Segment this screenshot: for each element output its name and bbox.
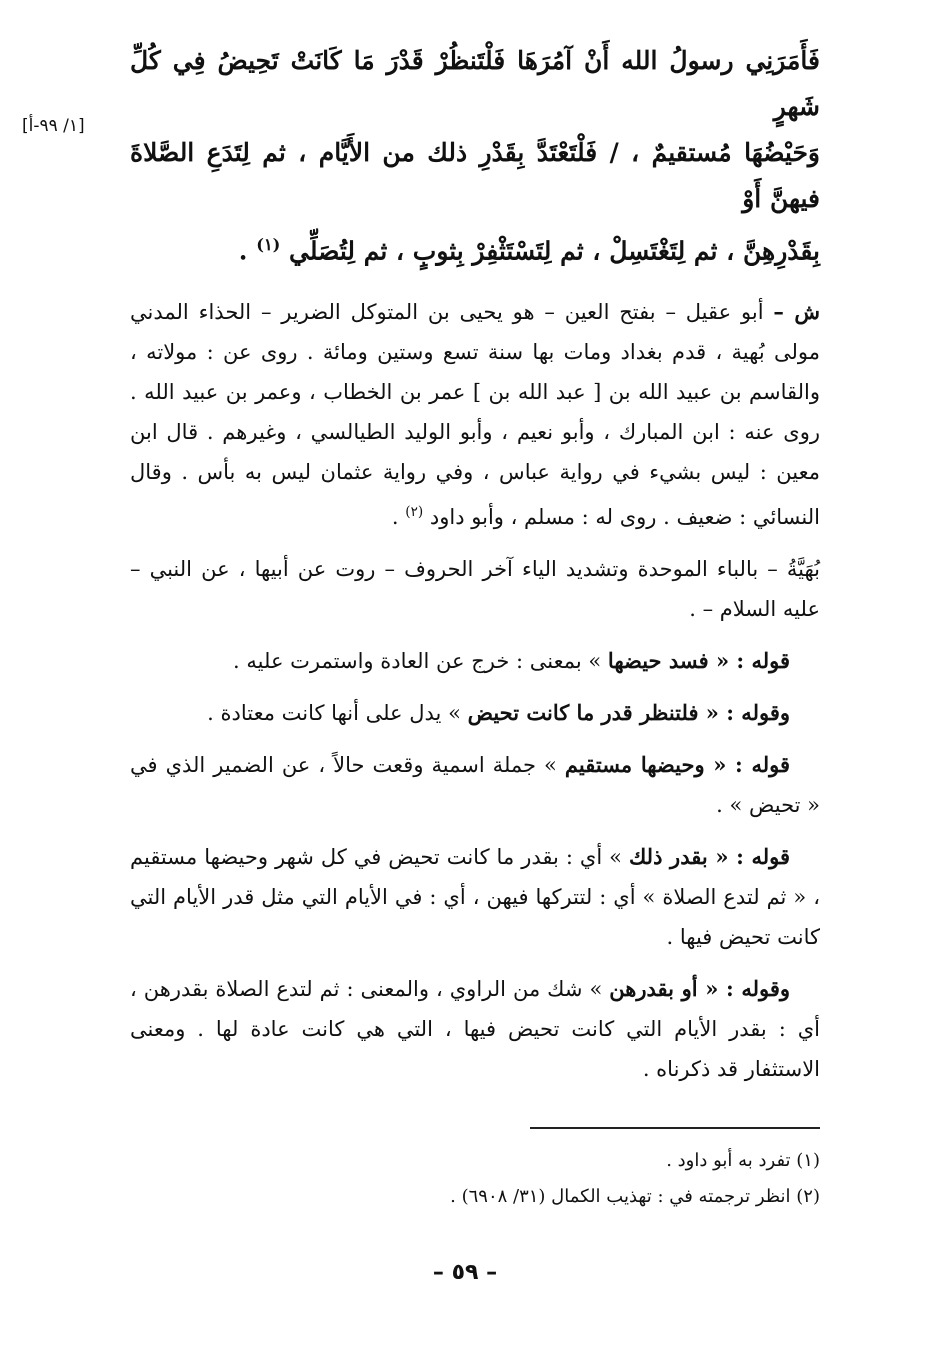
margin-reference: [١/ ٩٩-أ] — [22, 116, 85, 136]
page-number: – ٥٩ – — [432, 1260, 498, 1285]
commentary-lead: ش – — [773, 299, 820, 325]
entry-lead: وقوله : « — [698, 700, 790, 726]
hadith-line-3-text: بِقَدْرِهِنَّ ، ثم لِتَغْتَسِلْ ، ثم لِتَسْتَثْفِرْ بِثوبٍ ، ثم لِتُصَلِّي — [289, 236, 820, 266]
footnote-2: (٢) انظر ترجمته في : تهذيب الكمال (٣١/ ٦٩٠٨) . — [450, 1186, 820, 1208]
entry-lead: وقوله : « — [697, 976, 791, 1002]
entry-term: أو بقدرهن — [609, 976, 698, 1002]
footnote-divider — [530, 1127, 820, 1129]
entry-term: فلتنظر قدر ما كانت تحيض — [467, 700, 699, 726]
entry-term: بقدر ذلك — [628, 844, 708, 870]
entry-term: فسد حيضها — [607, 648, 709, 674]
hadith-end: . — [238, 236, 248, 266]
entry-lead: قوله : « — [708, 648, 790, 674]
footnote-divider-wrap — [130, 1101, 820, 1143]
entry-paragraph — [130, 969, 820, 1089]
entry-paragraph — [130, 641, 820, 681]
footnote-1: (١) تفرد به أبو داود . — [666, 1150, 820, 1172]
entry-text: » جملة اسمية وقعت حالاً ، عن الضمير الذي في « تحيض » . — [130, 753, 820, 818]
commentary-end: . — [391, 505, 406, 530]
entry-lead: قوله : « — [704, 752, 790, 778]
hadith-line-2: وَحَيْضُهَا مُستقيمٌ ، / فَلْتَعْتَدَّ بِقَدْرِ ذلك من الأَيَّام ، ثم لِتَدَعِ الصَّلاةَ فيهنَّ أَوْ — [130, 138, 820, 213]
entry-term: وحيضها مستقيم — [564, 752, 705, 778]
commentary-text: أبو عقيل – بفتح العين – هو يحيى بن المتوكل الضرير – الحذاء المدني مولى بُهية ، قدم بغداد ومات بها سنة تسع وستين ومائة . روى عن : مولاته ، والقاسم بن عبيد الله بن [ عبد الله بن ] عمر بن الخطاب ، وعمر بن عبيد الله . روى عنه : ابن المبارك ، وأبو نعيم ، وأبو الوليد الطيالسي ، وغيرهم . قال ابن معين : ليس بشيء في رواية عباس ، وفي رواية عثمان ليس به بأس . وقال النسائي : ضعيف . روى له : مسلم ، وأبو داود — [130, 300, 820, 530]
entry-paragraph — [130, 837, 820, 957]
footnote-ref-2[interactable]: (٢) — [405, 504, 424, 521]
entry-text: » بمعنى : خرج عن العادة واستمرت عليه . — [233, 649, 608, 674]
entry-paragraph — [130, 745, 820, 825]
entry-lead: قوله : « — [707, 844, 790, 870]
buhayya-paragraph: بُهَيَّةُ – بالباء الموحدة وتشديد الياء آخر الحروف – روت عن أبيها ، عن النبي – عليه السلام – . — [130, 557, 820, 622]
hadith-line-1: فَأَمَرَنِي رسولُ الله أَنْ آمُرَهَا فَلْتَنظُرْ قَدْرَ مَا كَانَتْ تَحِيضُ فِي كُلِّ شَهرٍ — [130, 46, 820, 121]
entry-paragraph — [130, 693, 820, 733]
entry-text: » شك من الراوي ، والمعنى : ثم لتدع الصلاة بقدرهن ، أي : بقدر الأيام التي كانت تحيض فيها ، التي هي كانت عادة لها . ومعنى الاستثفار قد ذكرناه . — [130, 977, 820, 1082]
hadith-text — [130, 38, 820, 274]
hadith-line-3 — [130, 222, 820, 274]
footnote-ref-1[interactable]: (١) — [256, 235, 281, 254]
commentary-paragraph — [130, 292, 820, 537]
page-body — [130, 38, 820, 1215]
entry-text: » أي : بقدر ما كانت تحيض في كل شهر وحيضها مستقيم ، « ثم لتدع الصلاة » أي : لتتركها فيهن ، أي : في الأيام التي مثل قدر الأيام التي كانت تحيض فيها . — [130, 845, 820, 950]
entry-text: » يدل على أنها كانت معتادة . — [207, 701, 468, 726]
